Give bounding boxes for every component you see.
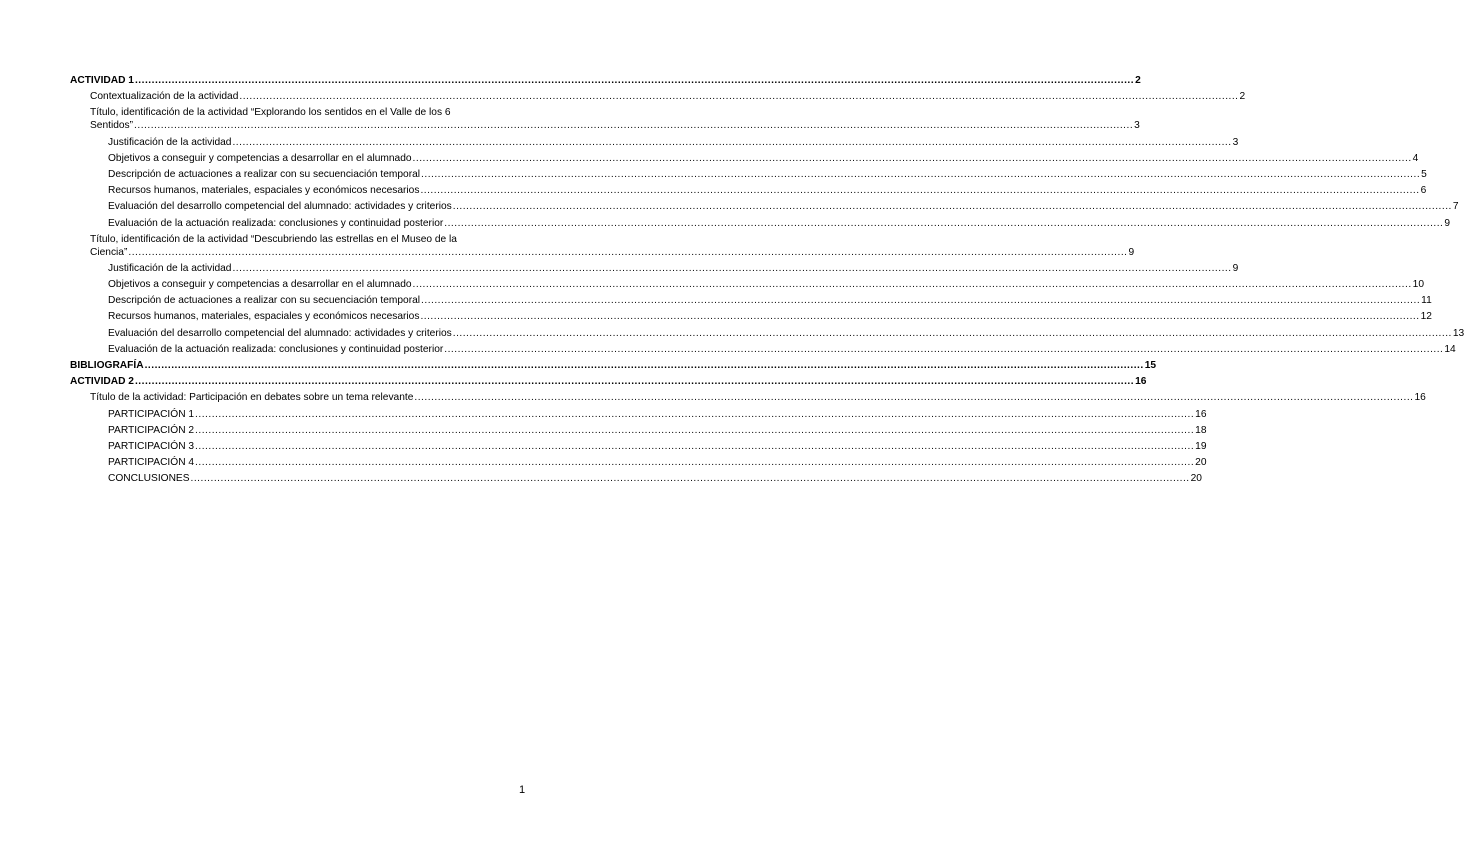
toc-entry-title: Recursos humanos, materiales, espaciales y económicos necesarios xyxy=(108,185,420,197)
toc-entry-line xyxy=(90,246,1135,259)
toc-leader-dots: ............................................................................................................................................................................................................................................................................................................ xyxy=(239,91,1239,103)
toc-leader-dots: ............................................................................................................................................................................................................................................................................................................ xyxy=(134,75,1135,86)
toc-entry-page: 16 xyxy=(1414,392,1426,404)
toc-entry-title: Evaluación del desarrollo competencial del alumnado: actividades y criterios xyxy=(108,327,452,339)
toc-entry[interactable] xyxy=(70,424,1207,437)
toc-entry[interactable] xyxy=(70,375,1147,388)
toc-entry-title: Título de la actividad: Participación en debates sobre un tema relevante xyxy=(90,392,414,404)
toc-leader-dots: ............................................................................................................................................................................................................................................................................................................ xyxy=(421,168,1421,180)
toc-entry-page: 19 xyxy=(1195,440,1207,452)
toc-entry-title: Evaluación de la actuación realizada: conclusiones y continuidad posterior xyxy=(108,343,444,355)
toc-leader-dots: ............................................................................................................................................................................................................................................................................................................ xyxy=(134,376,1135,388)
toc-entry[interactable] xyxy=(70,440,1207,453)
toc-entry-page: 20 xyxy=(1190,473,1202,485)
toc-entry[interactable] xyxy=(70,310,1432,323)
toc-entry-page: 16 xyxy=(1135,376,1147,388)
toc-entry[interactable] xyxy=(70,456,1207,469)
toc-entry-title: BIBLIOGRAFÍA xyxy=(70,360,144,371)
toc-leader-dots: ............................................................................................................................................................................................................................................................................................................ xyxy=(195,408,1195,420)
toc-entry-title: PARTICIPACIÓN 1 xyxy=(108,408,195,420)
toc-entry-title: PARTICIPACIÓN 3 xyxy=(108,440,195,452)
page-number: 1 xyxy=(519,784,526,796)
toc-entry[interactable] xyxy=(70,217,1451,230)
toc-leader-dots: ............................................................................................................................................................................................................................................................................................................ xyxy=(144,360,1144,371)
toc-entry[interactable] xyxy=(70,152,1419,165)
toc-entry-title: Descripción de actuaciones a realizar con su secuenciación temporal xyxy=(108,168,421,180)
toc-entry-title: Descripción de actuaciones a realizar con su secuenciación temporal xyxy=(108,295,421,307)
table-of-contents xyxy=(70,74,1464,489)
toc-entry-title: Evaluación del desarrollo competencial del alumnado: actividades y criterios xyxy=(108,201,452,213)
toc-entry-page: 4 xyxy=(1412,152,1419,164)
toc-entry-page: 3 xyxy=(1134,120,1140,132)
toc-entry[interactable] xyxy=(70,262,1239,275)
toc-entry-title: Título, identificación de la actividad “Explorando los sentidos en el Valle de los 6 xyxy=(90,107,451,119)
toc-entry-title: ACTIVIDAD 1 xyxy=(70,75,134,86)
toc-entry[interactable] xyxy=(70,278,1424,291)
toc-entry[interactable] xyxy=(70,168,1427,181)
toc-entry-page: 15 xyxy=(1144,360,1157,371)
toc-entry-page: 5 xyxy=(1421,168,1427,180)
toc-entry-page: 18 xyxy=(1195,424,1207,436)
toc-entry-page: 10 xyxy=(1412,279,1424,291)
toc-leader-dots: ............................................................................................................................................................................................................................................................................................................ xyxy=(412,279,1412,291)
toc-leader-dots: ............................................................................................................................................................................................................................................................................................................ xyxy=(420,311,1420,323)
toc-entry-title: Objetivos a conseguir y competencias a desarrollar en el alumnado xyxy=(108,152,412,164)
toc-leader-dots: ............................................................................................................................................................................................................................................................................................................ xyxy=(195,457,1195,469)
toc-entry[interactable] xyxy=(70,74,1141,87)
toc-leader-dots: ............................................................................................................................................................................................................................................................................................................ xyxy=(128,246,1128,258)
toc-entry-title: PARTICIPACIÓN 4 xyxy=(108,457,195,469)
toc-entry-page: 3 xyxy=(1232,136,1239,148)
toc-entry-page: 9 xyxy=(1128,246,1135,258)
toc-entry-title: Título, identificación de la actividad “Descubriendo las estrellas en el Museo de la xyxy=(90,233,457,245)
toc-leader-dots: ............................................................................................................................................................................................................................................................................................................ xyxy=(195,424,1195,436)
toc-entry-title: ACTIVIDAD 2 xyxy=(70,376,134,388)
toc-entry[interactable] xyxy=(70,200,1459,213)
toc-entry-page: 2 xyxy=(1239,91,1246,103)
toc-entry[interactable] xyxy=(70,294,1432,307)
toc-leader-dots: ............................................................................................................................................................................................................................................................................................................ xyxy=(452,201,1452,213)
toc-entry-page: 12 xyxy=(1420,311,1432,323)
toc-entry-title: Justificación de la actividad xyxy=(108,262,232,274)
toc-leader-dots: ............................................................................................................................................................................................................................................................................................................ xyxy=(452,327,1452,339)
toc-leader-dots: ............................................................................................................................................................................................................................................................................................................ xyxy=(444,343,1444,355)
toc-leader-dots: ............................................................................................................................................................................................................................................................................................................ xyxy=(195,440,1195,452)
toc-entry-page: 7 xyxy=(1452,201,1459,213)
toc-entry[interactable] xyxy=(70,391,1426,404)
toc-entry[interactable] xyxy=(70,184,1427,197)
toc-entry-page: 2 xyxy=(1135,75,1141,86)
toc-leader-dots: ............................................................................................................................................................................................................................................................................................................ xyxy=(444,217,1444,229)
toc-entry-title: Contextualización de la actividad xyxy=(90,91,239,103)
toc-leader-dots: ............................................................................................................................................................................................................................................................................................................ xyxy=(420,185,1420,197)
toc-entry-page: 14 xyxy=(1444,343,1456,355)
toc-entry[interactable] xyxy=(70,327,1464,340)
toc-entry-page: 9 xyxy=(1444,217,1451,229)
toc-entry-title-continued: Sentidos” xyxy=(90,120,134,132)
toc-leader-dots: ............................................................................................................................................................................................................................................................................................................ xyxy=(232,262,1232,274)
toc-entry-title: PARTICIPACIÓN 2 xyxy=(108,424,195,436)
toc-leader-dots: ............................................................................................................................................................................................................................................................................................................ xyxy=(421,295,1421,307)
toc-entry[interactable] xyxy=(70,359,1157,372)
toc-entry-title: Recursos humanos, materiales, espaciales y económicos necesarios xyxy=(108,311,420,323)
toc-entry[interactable] xyxy=(70,472,1202,485)
toc-leader-dots: ............................................................................................................................................................................................................................................................................................................ xyxy=(190,473,1190,485)
toc-entry-page: 9 xyxy=(1232,262,1239,274)
toc-entry-page: 16 xyxy=(1195,408,1207,420)
toc-entry-page: 20 xyxy=(1195,457,1207,469)
toc-entry[interactable] xyxy=(70,90,1246,103)
toc-entry[interactable] xyxy=(70,106,1140,132)
toc-entry[interactable] xyxy=(70,233,1135,259)
toc-entry-title: Justificación de la actividad xyxy=(108,136,232,148)
toc-entry[interactable] xyxy=(70,136,1239,149)
toc-entry-title: Objetivos a conseguir y competencias a desarrollar en el alumnado xyxy=(108,279,412,291)
toc-entry-page: 6 xyxy=(1420,185,1427,197)
toc-leader-dots: ............................................................................................................................................................................................................................................................................................................ xyxy=(412,152,1412,164)
toc-entry[interactable] xyxy=(70,343,1456,356)
toc-entry[interactable] xyxy=(70,408,1207,421)
toc-entry-page: 13 xyxy=(1452,327,1464,339)
toc-leader-dots: ............................................................................................................................................................................................................................................................................................................ xyxy=(414,392,1414,404)
toc-entry-line xyxy=(90,119,1140,132)
toc-entry-page: 11 xyxy=(1421,295,1432,307)
toc-entry-title-continued: Ciencia” xyxy=(90,246,128,258)
toc-entry-title: CONCLUSIONES xyxy=(108,473,190,485)
toc-entry-title: Evaluación de la actuación realizada: conclusiones y continuidad posterior xyxy=(108,217,444,229)
toc-leader-dots: ............................................................................................................................................................................................................................................................................................................ xyxy=(232,136,1232,148)
toc-leader-dots: ............................................................................................................................................................................................................................................................................................................ xyxy=(134,120,1134,132)
